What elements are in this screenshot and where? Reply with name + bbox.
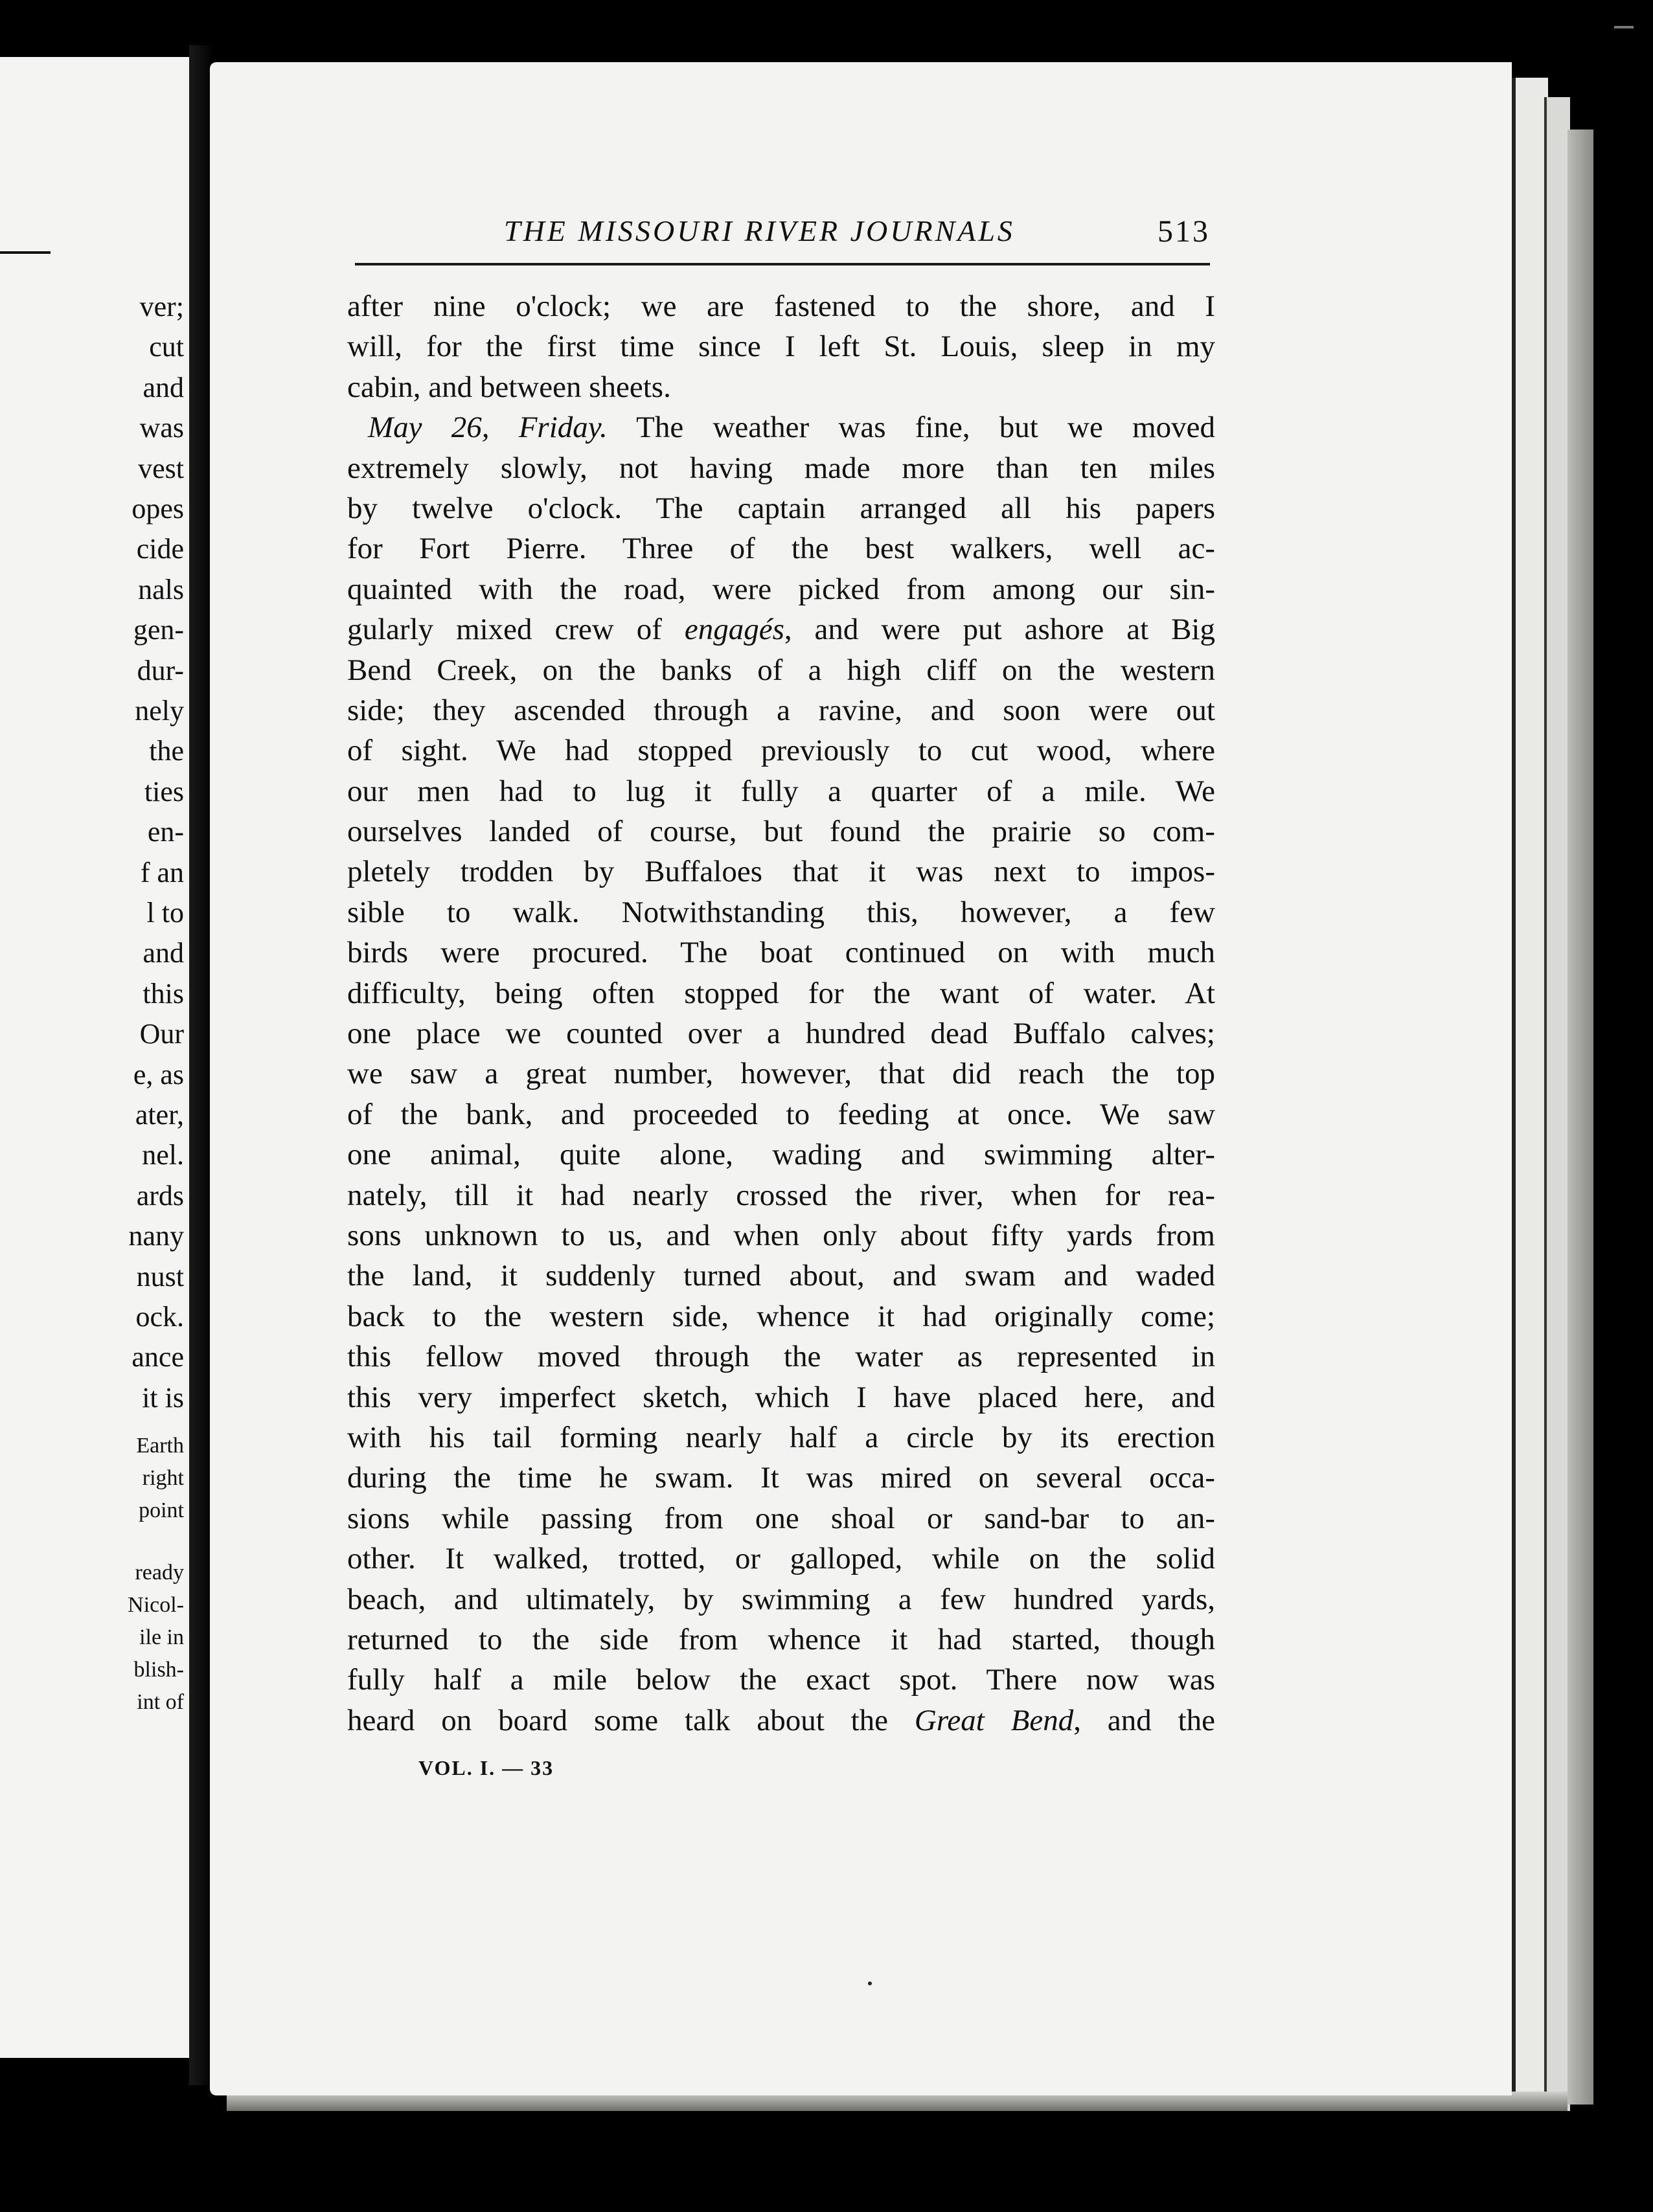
text-line: returned to the side from whence it had started, though [347, 1622, 1215, 1656]
text-line: for Fort Pierre. Three of the best walkers, well ac- [347, 532, 1215, 566]
text-line [347, 609, 1215, 649]
page-edge [1544, 97, 1570, 2111]
book-gutter [189, 45, 210, 2085]
left-page-fragment: vest [138, 452, 184, 484]
left-page-fragment: and [142, 937, 184, 969]
left-page-fragment: ock. [135, 1301, 184, 1333]
text-line: side; they ascended through a ravine, and soon were out [347, 693, 1215, 727]
text-line: this very imperfect sketch, which I have placed here, and [347, 1380, 1215, 1414]
text-line: we saw a great number, however, that did reach the top [347, 1057, 1215, 1091]
text-line [347, 1700, 1215, 1741]
left-page-fragment: cut [149, 331, 184, 363]
left-page-fragment: e, as [133, 1058, 184, 1090]
text-line: the land, it suddenly turned about, and swam and waded [347, 1259, 1215, 1293]
text-line: quainted with the road, were picked from among our sin- [347, 572, 1215, 606]
text-line: extremely slowly, not having made more than ten miles [347, 451, 1215, 485]
text-line [347, 407, 1215, 447]
left-page-fragment: this [142, 977, 184, 1010]
left-page-footnote-fragment: right [142, 1466, 184, 1490]
left-page-fragment: opes [131, 493, 184, 525]
text-line: difficulty, being often stopped for the want of water. At [347, 976, 1215, 1010]
left-page-fragment: was [139, 412, 184, 444]
text-line: sions while passing from one shoal or sand-bar to an- [347, 1501, 1215, 1535]
text-line: back to the western side, whence it had originally come; [347, 1299, 1215, 1333]
scan-corner-mark [1614, 26, 1634, 28]
left-page-footnote-fragment: ile in [139, 1625, 184, 1649]
text-line: fully half a mile below the exact spot. There now was [347, 1663, 1215, 1697]
text-line: ourselves landed of course, but found the prairie so com- [347, 815, 1215, 849]
text-line: nately, till it had nearly crossed the river, when for rea- [347, 1178, 1215, 1212]
left-page-fragment: ance [131, 1341, 184, 1373]
body-text [347, 286, 1215, 1741]
left-page-footnote-fragment: point [139, 1498, 184, 1522]
left-page-fragment: gen- [133, 614, 184, 646]
left-page-fragment: nel. [142, 1139, 184, 1171]
left-facing-page [0, 57, 189, 2058]
text-line: sons unknown to us, and when only about fifty yards from [347, 1218, 1215, 1252]
left-page-fragment: cide [136, 533, 184, 565]
text-line: of sight. We had stopped previously to cut wood, where [347, 734, 1215, 768]
running-head-title: THE MISSOURI RIVER JOURNALS [504, 214, 1015, 247]
text-line: during the time he swam. It was mired on several occa- [347, 1461, 1215, 1495]
text-span: heard on board some talk about the [347, 1703, 915, 1737]
text-line: other. It walked, trotted, or galloped, while on the solid [347, 1542, 1215, 1576]
left-page-fragment: ver; [139, 291, 184, 322]
text-line: beach, and ultimately, by swimming a few hundred yards, [347, 1582, 1215, 1616]
text-line: our men had to lug it fully a quarter of a mile. We [347, 774, 1215, 808]
text-span: , and the [1073, 1703, 1215, 1737]
left-page-fragment: it is [142, 1381, 184, 1414]
left-page-fragment: nany [128, 1220, 184, 1252]
page-edge [1512, 78, 1548, 2098]
left-page-fragment: the [149, 735, 184, 767]
paper-speck [868, 1981, 872, 1985]
left-page-fragment: ards [136, 1179, 184, 1212]
page-number: 513 [1157, 214, 1210, 249]
text-line: one place we counted over a hundred dead Buffalo calves; [347, 1017, 1215, 1051]
left-page-footnote-fragment: ready [135, 1561, 184, 1585]
text-line: pletely trodden by Buffaloes that it was next to impos- [347, 855, 1215, 889]
text-line: with his tail forming nearly half a circle by its erection [347, 1420, 1215, 1454]
italic-phrase-great-bend: Great Bend [914, 1703, 1074, 1737]
left-page-footnote-fragment: Nicol- [128, 1593, 184, 1617]
left-page-fragment: f an [140, 856, 184, 888]
text-span: gularly mixed crew of [347, 613, 685, 647]
text-line: Bend Creek, on the banks of a high cliff on the western [347, 653, 1215, 687]
left-page-fragment: nals [138, 573, 184, 605]
text-line: one animal, quite alone, wading and swimming alter- [347, 1138, 1215, 1172]
left-page-fragment: ties [144, 775, 184, 807]
text-line: after nine o'clock; we are fastened to the shore, and I [347, 289, 1215, 323]
entry-date: May 26, Friday. [368, 411, 608, 445]
left-page-fragment: l to [146, 897, 184, 929]
text-line: of the bank, and proceeded to feeding at once. We saw [347, 1097, 1215, 1131]
text-line: birds were procured. The boat continued on with much [347, 936, 1215, 970]
left-page-fragment: Our [139, 1018, 184, 1050]
left-page-fragment: ater, [135, 1099, 184, 1131]
text-line: sible to walk. Notwithstanding this, however, a few [347, 895, 1215, 929]
text-line: this fellow moved through the water as represented in [347, 1340, 1215, 1374]
running-head [355, 214, 1210, 259]
text-span: , and were put ashore at Big [784, 613, 1215, 647]
left-page-footnote-fragment: Earth [136, 1434, 184, 1458]
left-page-fragment: nust [136, 1260, 184, 1292]
text-line: will, for the first time since I left St. Louis, sleep in my [347, 330, 1215, 364]
left-page-fragment: dur- [137, 654, 184, 686]
text-line: by twelve o'clock. The captain arranged all his papers [347, 491, 1215, 525]
page-edge [1568, 130, 1593, 2105]
left-page-fragment: nely [135, 695, 184, 727]
italic-word-engages: engagés [684, 613, 784, 647]
signature-mark: VOL. I. — 33 [418, 1756, 554, 1779]
text-span: The weather was fine, but we moved [607, 411, 1215, 445]
left-page-rule [0, 251, 51, 254]
running-head-rule [355, 263, 1210, 265]
left-page-footnote-fragment: blish- [133, 1658, 184, 1682]
left-page-fragment: en- [147, 816, 184, 848]
text-line: cabin, and between sheets. [347, 370, 671, 404]
left-page-fragment: and [142, 371, 184, 403]
left-page-footnote-fragment: int of [137, 1690, 184, 1714]
